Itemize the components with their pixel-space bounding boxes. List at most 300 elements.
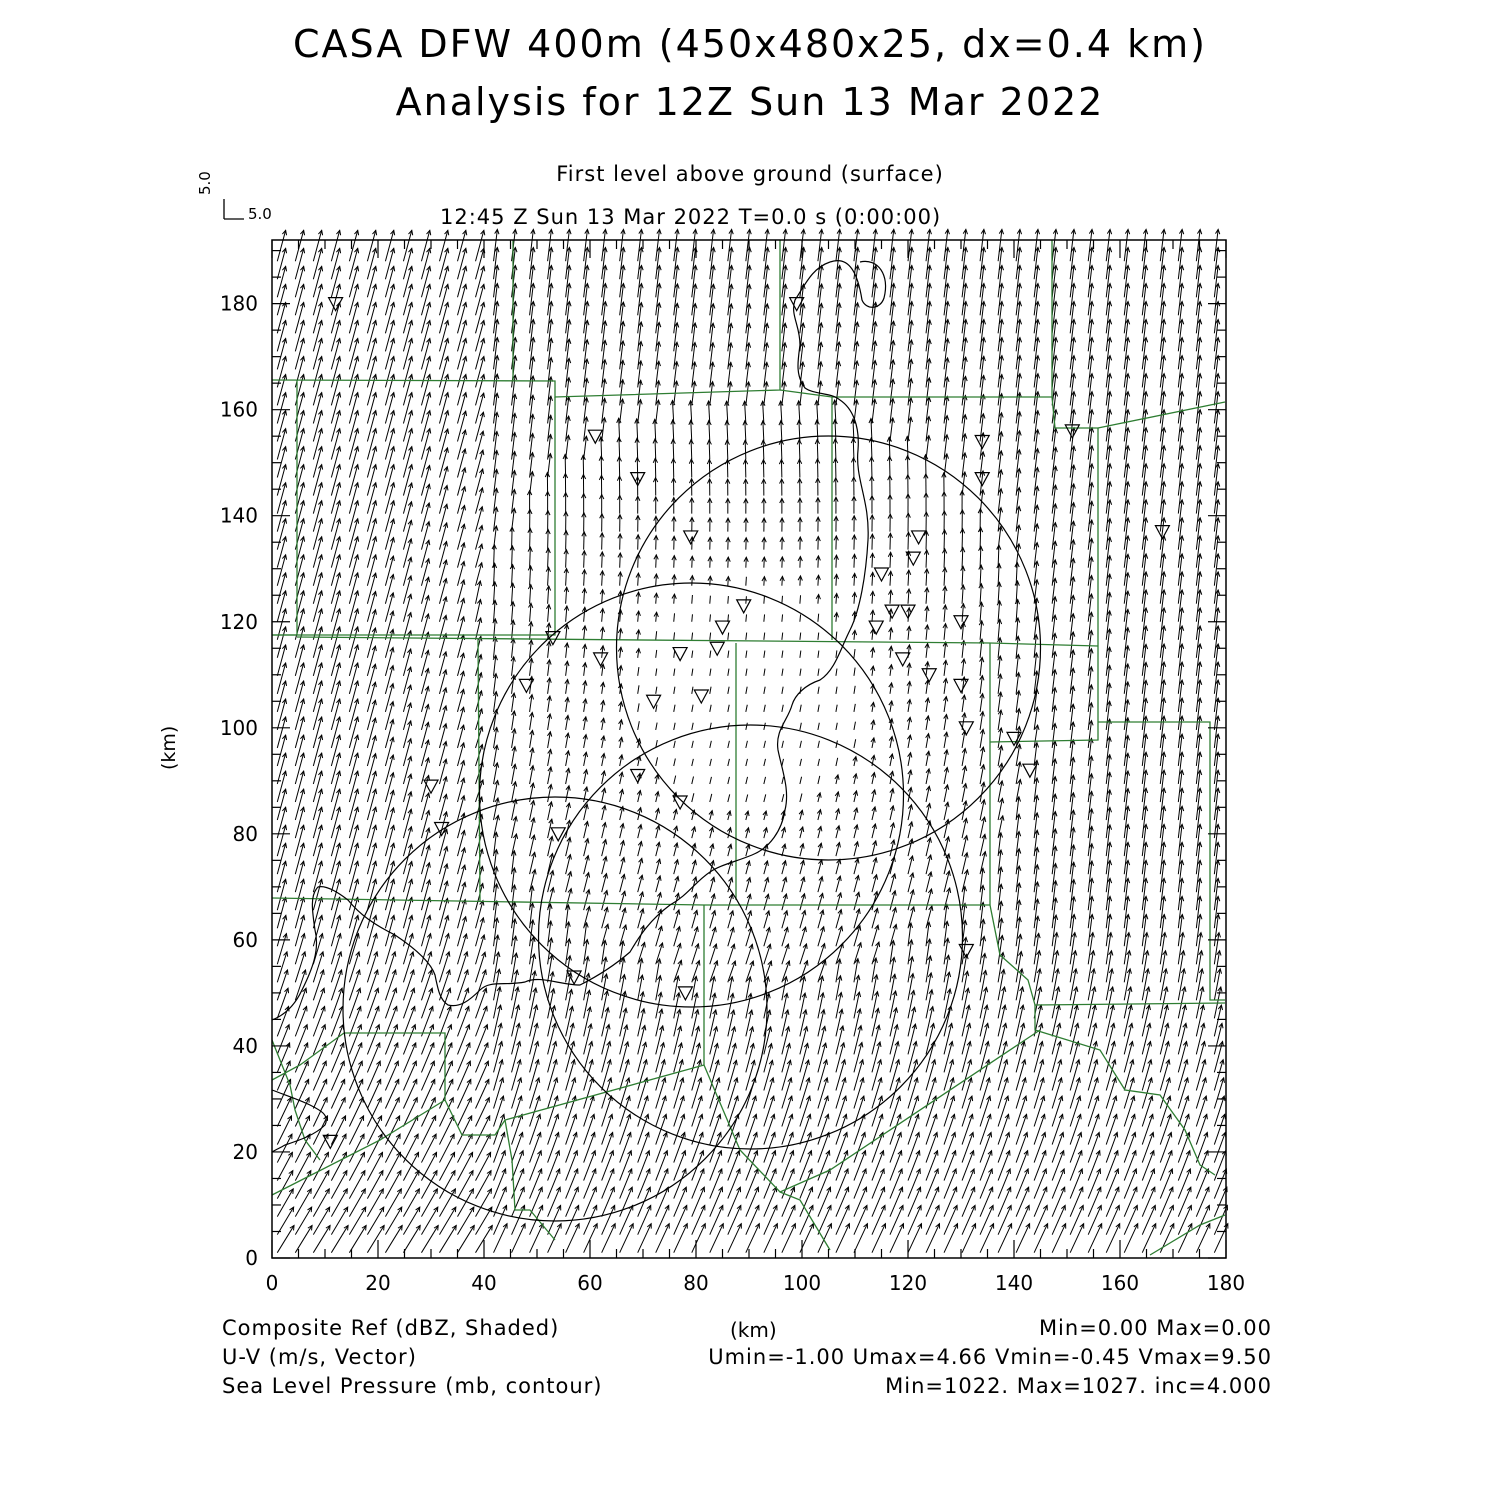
wind-vector [674,1151,685,1181]
wind-vector [277,699,285,730]
wind-vector [385,393,393,424]
wind-vector [494,1060,503,1091]
wind-vector [331,429,339,460]
wind-vector [728,741,730,748]
wind-vector [818,1096,828,1126]
wind-vector [349,735,357,766]
wind-vector [692,1096,702,1126]
wind-vector [476,1006,487,1036]
wind-vector [1070,392,1074,424]
wind-vector [277,266,285,297]
wind-vector [1070,229,1074,261]
wind-vector [656,1224,669,1253]
wind-vector [764,614,765,621]
wind-vector [295,1006,306,1036]
wind-vector [710,596,711,604]
wind-vector [566,1133,577,1163]
wind-vector [782,614,783,621]
wind-vector [782,229,786,261]
wind-vector [277,879,285,910]
wind-vector [746,795,748,803]
wind-vector [1088,1169,1100,1199]
wind-vector [944,1096,954,1126]
wind-vector [295,843,303,874]
wind-vector [620,1224,633,1253]
wind-vector [836,687,837,694]
wind-vector [476,284,484,315]
wind-vector [1070,1224,1083,1253]
wind-vector [1016,247,1020,279]
wind-vector [674,651,675,658]
wind-vector [872,553,873,567]
wind-vector [890,552,891,567]
wind-vector [692,595,693,604]
wind-vector [764,794,766,802]
wind-vector [764,777,766,784]
wind-vector [421,411,429,442]
wind-vector [494,247,498,279]
wind-vector [800,1151,811,1181]
wind-vector [998,1187,1011,1216]
wind-vector [764,669,765,676]
wind-vector [277,753,285,784]
wind-vector [367,718,375,748]
wind-vector [710,1187,723,1216]
wind-vector [872,1078,881,1109]
wind-vector [908,1169,920,1199]
wind-vector [872,1169,884,1199]
wind-vector [1052,1224,1065,1253]
wind-vector [926,229,930,261]
wind-vector [530,1169,542,1199]
wind-vector [566,302,570,334]
wind-vector [1070,284,1074,316]
wind-vector [710,759,712,766]
wind-vector [656,650,657,658]
wind-vector [602,229,606,261]
wind-vector [962,1187,975,1216]
wind-vector [1070,247,1074,279]
wind-vector [313,248,321,279]
wind-vector [548,1060,557,1091]
wind-vector [403,970,413,1000]
wind-vector [458,266,466,297]
wind-vector [295,735,303,766]
wind-vector [764,265,768,297]
wind-vector [439,338,447,369]
wind-vector [313,879,321,910]
wind-vector [421,1006,432,1036]
wind-vector [367,915,376,946]
wind-vector [1070,356,1074,388]
wind-vector [367,519,375,550]
wind-vector [1070,1133,1081,1163]
wind-vector [818,614,819,622]
wind-vector [602,1133,613,1163]
wind-vector [692,229,696,261]
wind-vector [782,1224,795,1253]
wind-vector [476,302,484,333]
wind-vector [313,375,321,406]
wind-vector [349,320,357,351]
wind-vector [566,531,567,550]
wind-vector [331,861,339,892]
wind-vector [836,247,840,279]
wind-vector [313,447,321,478]
wind-vector [764,1096,774,1126]
wind-vector [746,759,748,766]
wind-vector [566,550,567,568]
wind-vector [277,717,285,748]
wind-vector [494,320,498,352]
wind-vector [295,681,303,712]
wind-vector [602,1224,615,1253]
wind-vector [1070,265,1074,297]
wind-vector [1070,1078,1079,1109]
wind-vector [764,1078,773,1109]
wind-vector [331,915,340,946]
wind-vector [584,265,588,297]
wind-vector [530,284,534,316]
wind-vector [494,1169,506,1199]
wind-vector [962,1205,975,1234]
wind-vector [1034,374,1038,406]
wind-vector [331,591,339,622]
wind-vector [277,248,285,279]
wind-vector [277,970,287,1000]
wind-vector [584,551,585,568]
wind-vector [349,1006,360,1036]
wind-vector [349,825,357,856]
wind-vector [403,357,411,388]
wind-vector [313,266,321,297]
wind-vector [674,723,675,730]
wind-vector [331,230,339,261]
wind-vector [476,375,484,406]
wind-vector [458,302,466,333]
wind-vector [1034,1224,1047,1253]
wind-vector [385,952,395,983]
wind-vector [728,1151,739,1181]
wind-vector [458,1098,472,1127]
wind-vector [277,573,285,604]
wind-vector [764,1114,774,1144]
wind-vector [349,555,357,586]
wind-vector [836,1187,849,1216]
wind-vector [530,302,534,334]
wind-vector [458,248,466,279]
wind-vector [349,843,357,874]
wind-vector [385,519,393,550]
wind-vector [331,645,339,676]
wind-vector [403,447,411,478]
wind-vector [728,669,729,676]
wind-vector [421,284,429,315]
wind-vector [349,230,357,261]
wind-vector [1034,1133,1045,1163]
wind-vector [530,1078,539,1109]
wind-vector [530,247,534,279]
wind-vector [349,1116,363,1145]
wind-vector [295,897,303,928]
wind-vector [1052,356,1056,388]
wind-vector [277,429,285,460]
wind-vector [980,247,984,279]
wind-vector [331,753,339,784]
wind-vector [800,669,801,676]
wind-vector [998,1114,1008,1144]
wind-vector [439,1061,452,1090]
wind-vector [926,247,930,279]
wind-vector [656,1060,665,1091]
wind-vector [854,1169,866,1199]
wind-vector [890,1187,903,1216]
chart-title-line2: Analysis for 12Z Sun 13 Mar 2022 [395,80,1105,124]
wind-vector [349,681,357,712]
wind-vector [998,1151,1009,1181]
wind-vector [746,669,747,676]
wind-vector [1016,229,1020,261]
wind-vector [962,247,966,279]
wind-vector [800,741,802,748]
wind-vector [854,284,858,316]
wind-vector [674,1114,684,1144]
wind-vector [962,1114,972,1144]
wind-vector [367,646,375,676]
wind-vector [1088,1078,1097,1109]
wind-vector [1070,302,1074,334]
wind-vector [530,585,531,604]
wind-vector [349,645,357,676]
wind-vector [349,248,357,279]
wind-vector [1052,1169,1064,1199]
wind-vector [944,284,948,316]
wind-vector [656,723,657,730]
wind-vector [655,439,656,460]
wind-vector [548,1205,561,1234]
wind-vector [295,952,305,983]
wind-vector [998,265,1002,297]
wind-vector [764,651,765,658]
wind-vector [656,631,657,640]
wind-vector [1034,1169,1046,1199]
wind-vector [890,284,894,316]
wind-vector [476,412,484,441]
wind-vector [763,421,764,442]
wind-vector [836,1224,849,1253]
wind-vector [277,681,285,712]
wind-vector [548,1187,561,1216]
wind-vector [872,1133,883,1163]
wind-vector [367,302,375,333]
wind-vector [331,952,341,983]
wind-vector [566,229,570,261]
wind-vector [313,807,321,838]
wind-vector [512,1114,522,1144]
wind-vector [349,717,357,748]
wind-vector [367,1043,379,1073]
wind-vector [962,1133,973,1163]
wind-vector [872,1224,885,1253]
wind-vector [854,1096,864,1126]
wind-vector [349,537,357,568]
wind-vector [421,970,431,1000]
wind-vector [313,663,321,694]
wind-vector [403,266,411,297]
wind-vector [403,483,411,514]
wind-vector [331,320,339,351]
wind-vector [998,1133,1009,1163]
wind-vector [385,411,393,442]
time-subtitle: 12:45 Z Sun 13 Mar 2022 T=0.0 s (0:00:00) [440,205,942,229]
wind-vector [458,320,466,351]
wind-vector [476,248,484,279]
wind-vector [584,302,588,334]
wind-vector [1070,428,1074,460]
wind-vector [818,633,819,640]
wind-vector [764,741,766,748]
wind-vector [385,1079,398,1108]
wind-vector [349,807,357,838]
wind-vector [710,1224,723,1253]
wind-vector [962,1169,974,1199]
wind-vector [584,229,588,261]
wind-vector [331,1079,344,1108]
wind-vector [728,596,729,604]
wind-vector [277,915,286,946]
wind-vector [530,229,534,261]
wind-vector [674,613,675,621]
wind-vector [944,1133,955,1163]
wind-vector [638,1060,647,1091]
wind-vector [367,1025,379,1055]
wind-vector [277,411,285,442]
wind-vector [710,741,712,748]
wind-vector [385,988,396,1018]
wind-vector [421,302,429,333]
wind-vector [295,1079,308,1108]
wind-vector [1016,1205,1029,1234]
wind-vector [620,265,624,297]
wind-vector [746,1187,759,1216]
wind-vector [349,771,357,802]
wind-vector [727,421,728,442]
wind-vector [403,827,411,856]
wind-vector [439,1079,452,1108]
wind-vector [313,357,321,388]
wind-vector [818,1151,829,1181]
wind-vector [277,320,285,351]
wind-vector [674,1096,684,1126]
wind-vector [584,1187,597,1216]
wind-vector [313,735,321,766]
wind-vector [728,777,730,784]
wind-vector [998,1169,1010,1199]
wind-vector [746,777,748,784]
wind-vector [331,465,339,496]
wind-vector [764,759,766,766]
wind-vector [349,1025,361,1055]
wind-vector [656,757,658,766]
wind-vector [728,1078,737,1109]
wind-vector [295,699,303,730]
wind-vector [1052,302,1056,334]
wind-vector [782,741,784,748]
wind-vector [854,1078,863,1109]
wind-vector [367,248,375,279]
wind-vector [728,633,729,640]
wind-vector [367,1006,378,1036]
wind-vector [872,229,876,261]
wind-vector [854,1205,867,1234]
wind-vector [1016,302,1020,334]
wind-vector [800,1114,810,1144]
wind-vector [331,519,339,550]
wind-vector [692,759,694,766]
wind-vector [746,651,747,658]
wind-vector [854,554,855,567]
wind-vector [782,1078,791,1109]
wind-vector [656,247,660,279]
wind-vector [277,555,285,586]
wind-vector [367,952,377,983]
wind-vector [331,771,339,802]
wind-vector [709,440,710,460]
wind-vector [403,338,411,369]
wind-vector [710,229,714,261]
wind-vector [349,266,357,297]
wind-vector [295,934,304,965]
wind-vector [926,550,927,568]
wind-vector [962,284,966,316]
wind-vector [836,705,837,712]
wind-vector [331,1006,342,1036]
wind-vector [566,247,570,279]
wind-vector [367,338,375,369]
wind-vector [530,1114,540,1144]
wind-vector [349,519,357,550]
wind-vector [745,440,746,459]
wind-vector [295,1043,307,1073]
wind-vector [494,356,498,388]
wind-vector [367,393,375,424]
wind-vector [1070,374,1074,406]
wind-vector [692,723,693,730]
wind-vector [1034,247,1038,279]
wind-vector [764,247,768,279]
wind-vector [692,1133,703,1163]
wind-vector [566,1224,579,1253]
wind-vector [458,970,468,1000]
wind-vector [277,825,285,856]
wind-vector [980,1224,993,1253]
wind-vector [439,898,447,928]
wind-vector [854,1060,863,1091]
wind-vector [746,687,747,694]
wind-vector [1088,1060,1097,1091]
wind-vector [367,843,375,874]
wind-vector [1070,1187,1083,1216]
wind-vector [313,1025,325,1055]
wind-vector [277,1098,291,1127]
wind-vector [908,1133,919,1163]
wind-vector [800,759,802,766]
wind-vector [566,1078,575,1109]
wind-vector [530,320,534,352]
wind-vector [367,1079,380,1108]
wind-vector [403,988,414,1018]
wind-vector [349,970,359,1000]
